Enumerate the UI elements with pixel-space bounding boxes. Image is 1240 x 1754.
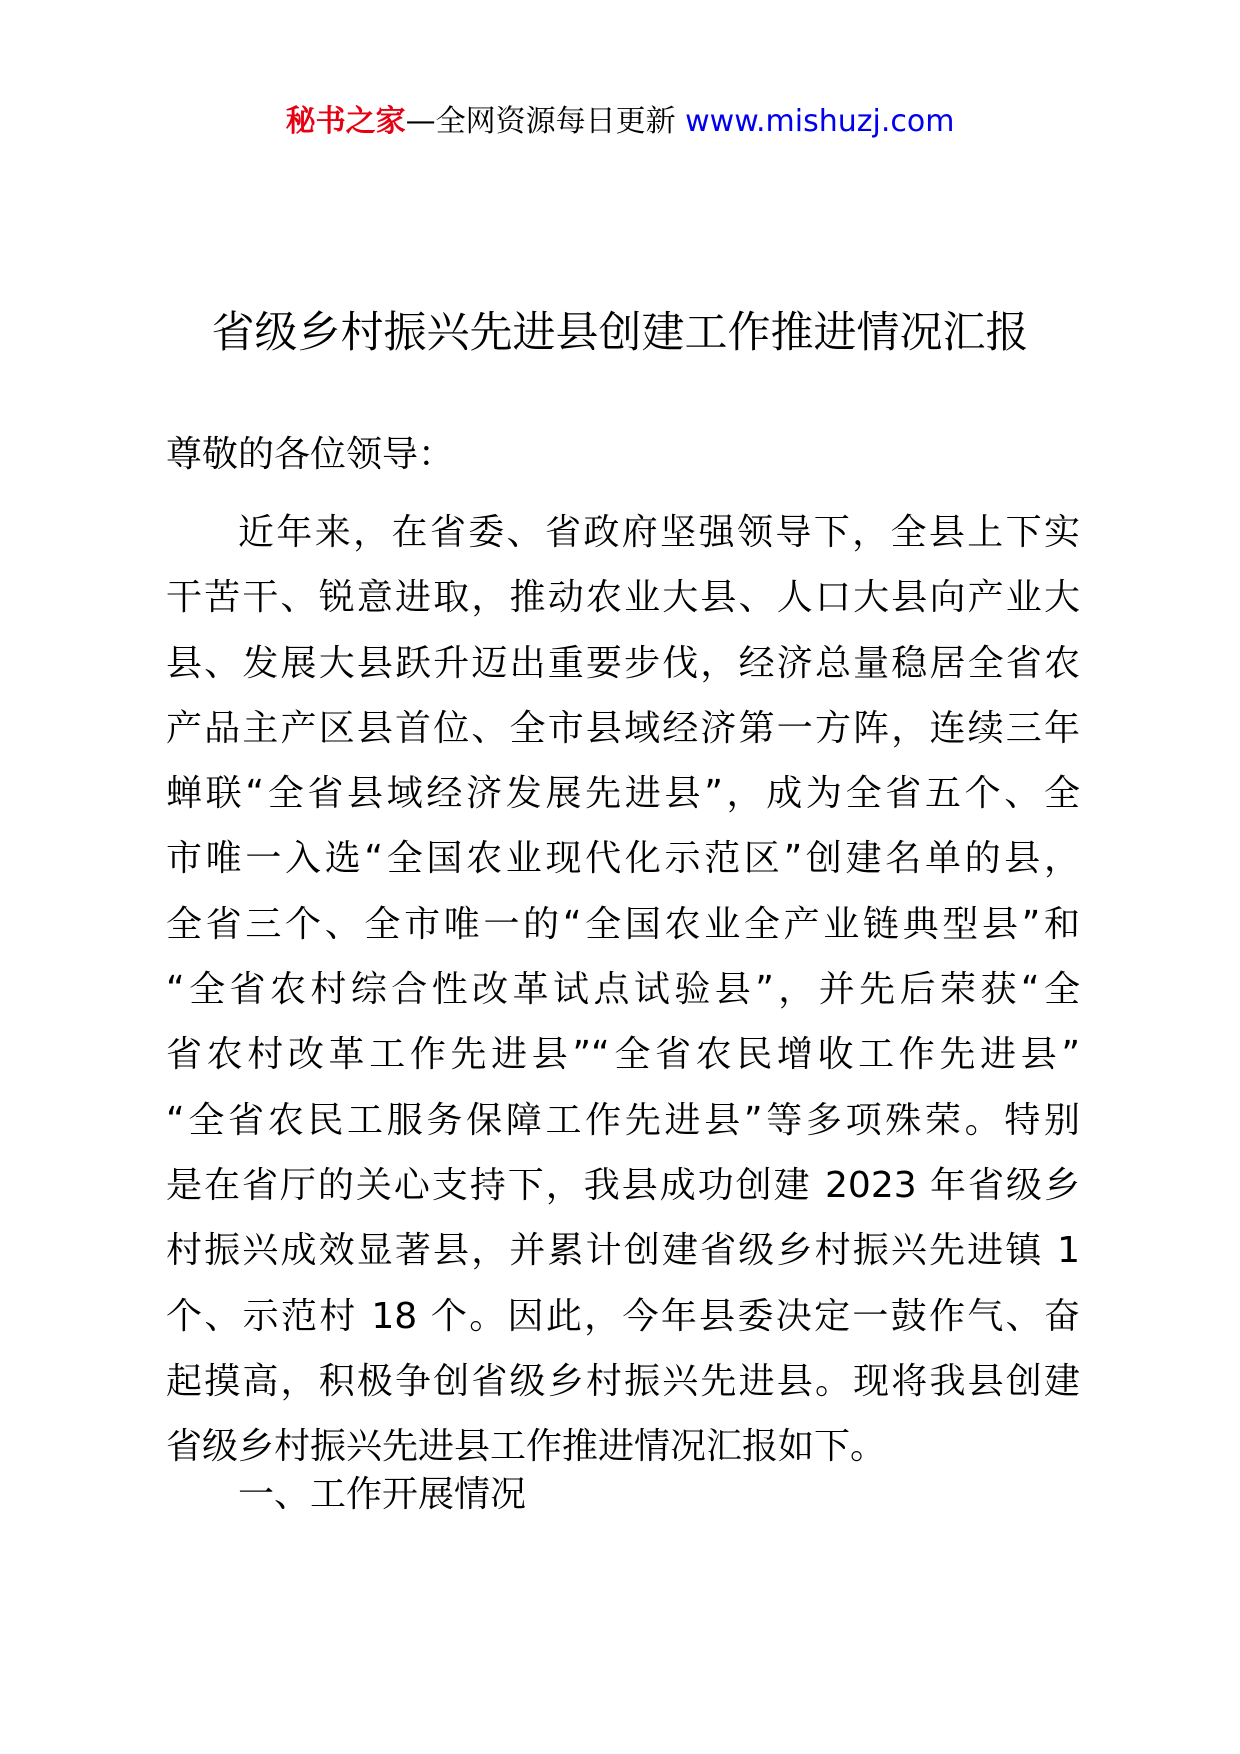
paragraph-line: 全省三个、全市唯一的“全国农业全产业链典型县”和 xyxy=(166,903,1080,945)
body-paragraph xyxy=(166,500,1080,1479)
paragraph-line: 是在省厅的关心支持下，我县成功创建 2023 年省级乡 xyxy=(166,1164,1080,1206)
site-header xyxy=(0,100,1240,144)
site-tagline: —全网资源每日更新 xyxy=(405,104,686,139)
document-title: 省级乡村振兴先进县创建工作推进情况汇报 xyxy=(211,308,1029,358)
paragraph-line: 近年来，在省委、省政府坚强领导下，全县上下实 xyxy=(238,512,1080,553)
paragraph-line: 省级乡村振兴先进县工作推进情况汇报如下。 xyxy=(166,1426,887,1468)
paragraph-line: 村振兴成效显著县，并累计创建省级乡村振兴先进镇 1 xyxy=(166,1230,1080,1272)
paragraph-line: 县、发展大县跃升迈出重要步伐，经济总量稳居全省农 xyxy=(166,642,1080,684)
paragraph-line: 省农村改革工作先进县”“全省农民增收工作先进县” xyxy=(166,1034,1080,1076)
paragraph-line: 干苦干、锐意进取，推动农业大县、人口大县向产业大 xyxy=(166,577,1080,619)
paragraph-line: “全省农民工服务保障工作先进县”等多项殊荣。特别 xyxy=(166,1099,1080,1141)
paragraph-line: “全省农村综合性改革试点试验县”，并先后荣获“全 xyxy=(166,969,1080,1011)
section-heading: 一、工作开展情况 xyxy=(238,1474,527,1515)
paragraph-line: 个、示范村 18 个。因此，今年县委决定一鼓作气、奋 xyxy=(166,1295,1080,1337)
site-brand: 秘书之家 xyxy=(285,104,406,139)
site-url-link[interactable]: www.mishuzj.com xyxy=(685,104,955,139)
paragraph-line: 蝉联“全省县域经济发展先进县”，成为全省五个、全 xyxy=(166,773,1080,815)
paragraph-line: 产品主产区县首位、全市县域经济第一方阵，连续三年 xyxy=(166,707,1080,749)
paragraph-line: 市唯一入选“全国农业现代化示范区”创建名单的县， xyxy=(166,838,1080,880)
paragraph-line: 起摸高，积极争创省级乡村振兴先进县。现将我县创建 xyxy=(166,1360,1080,1402)
salutation: 尊敬的各位领导： xyxy=(166,434,455,475)
